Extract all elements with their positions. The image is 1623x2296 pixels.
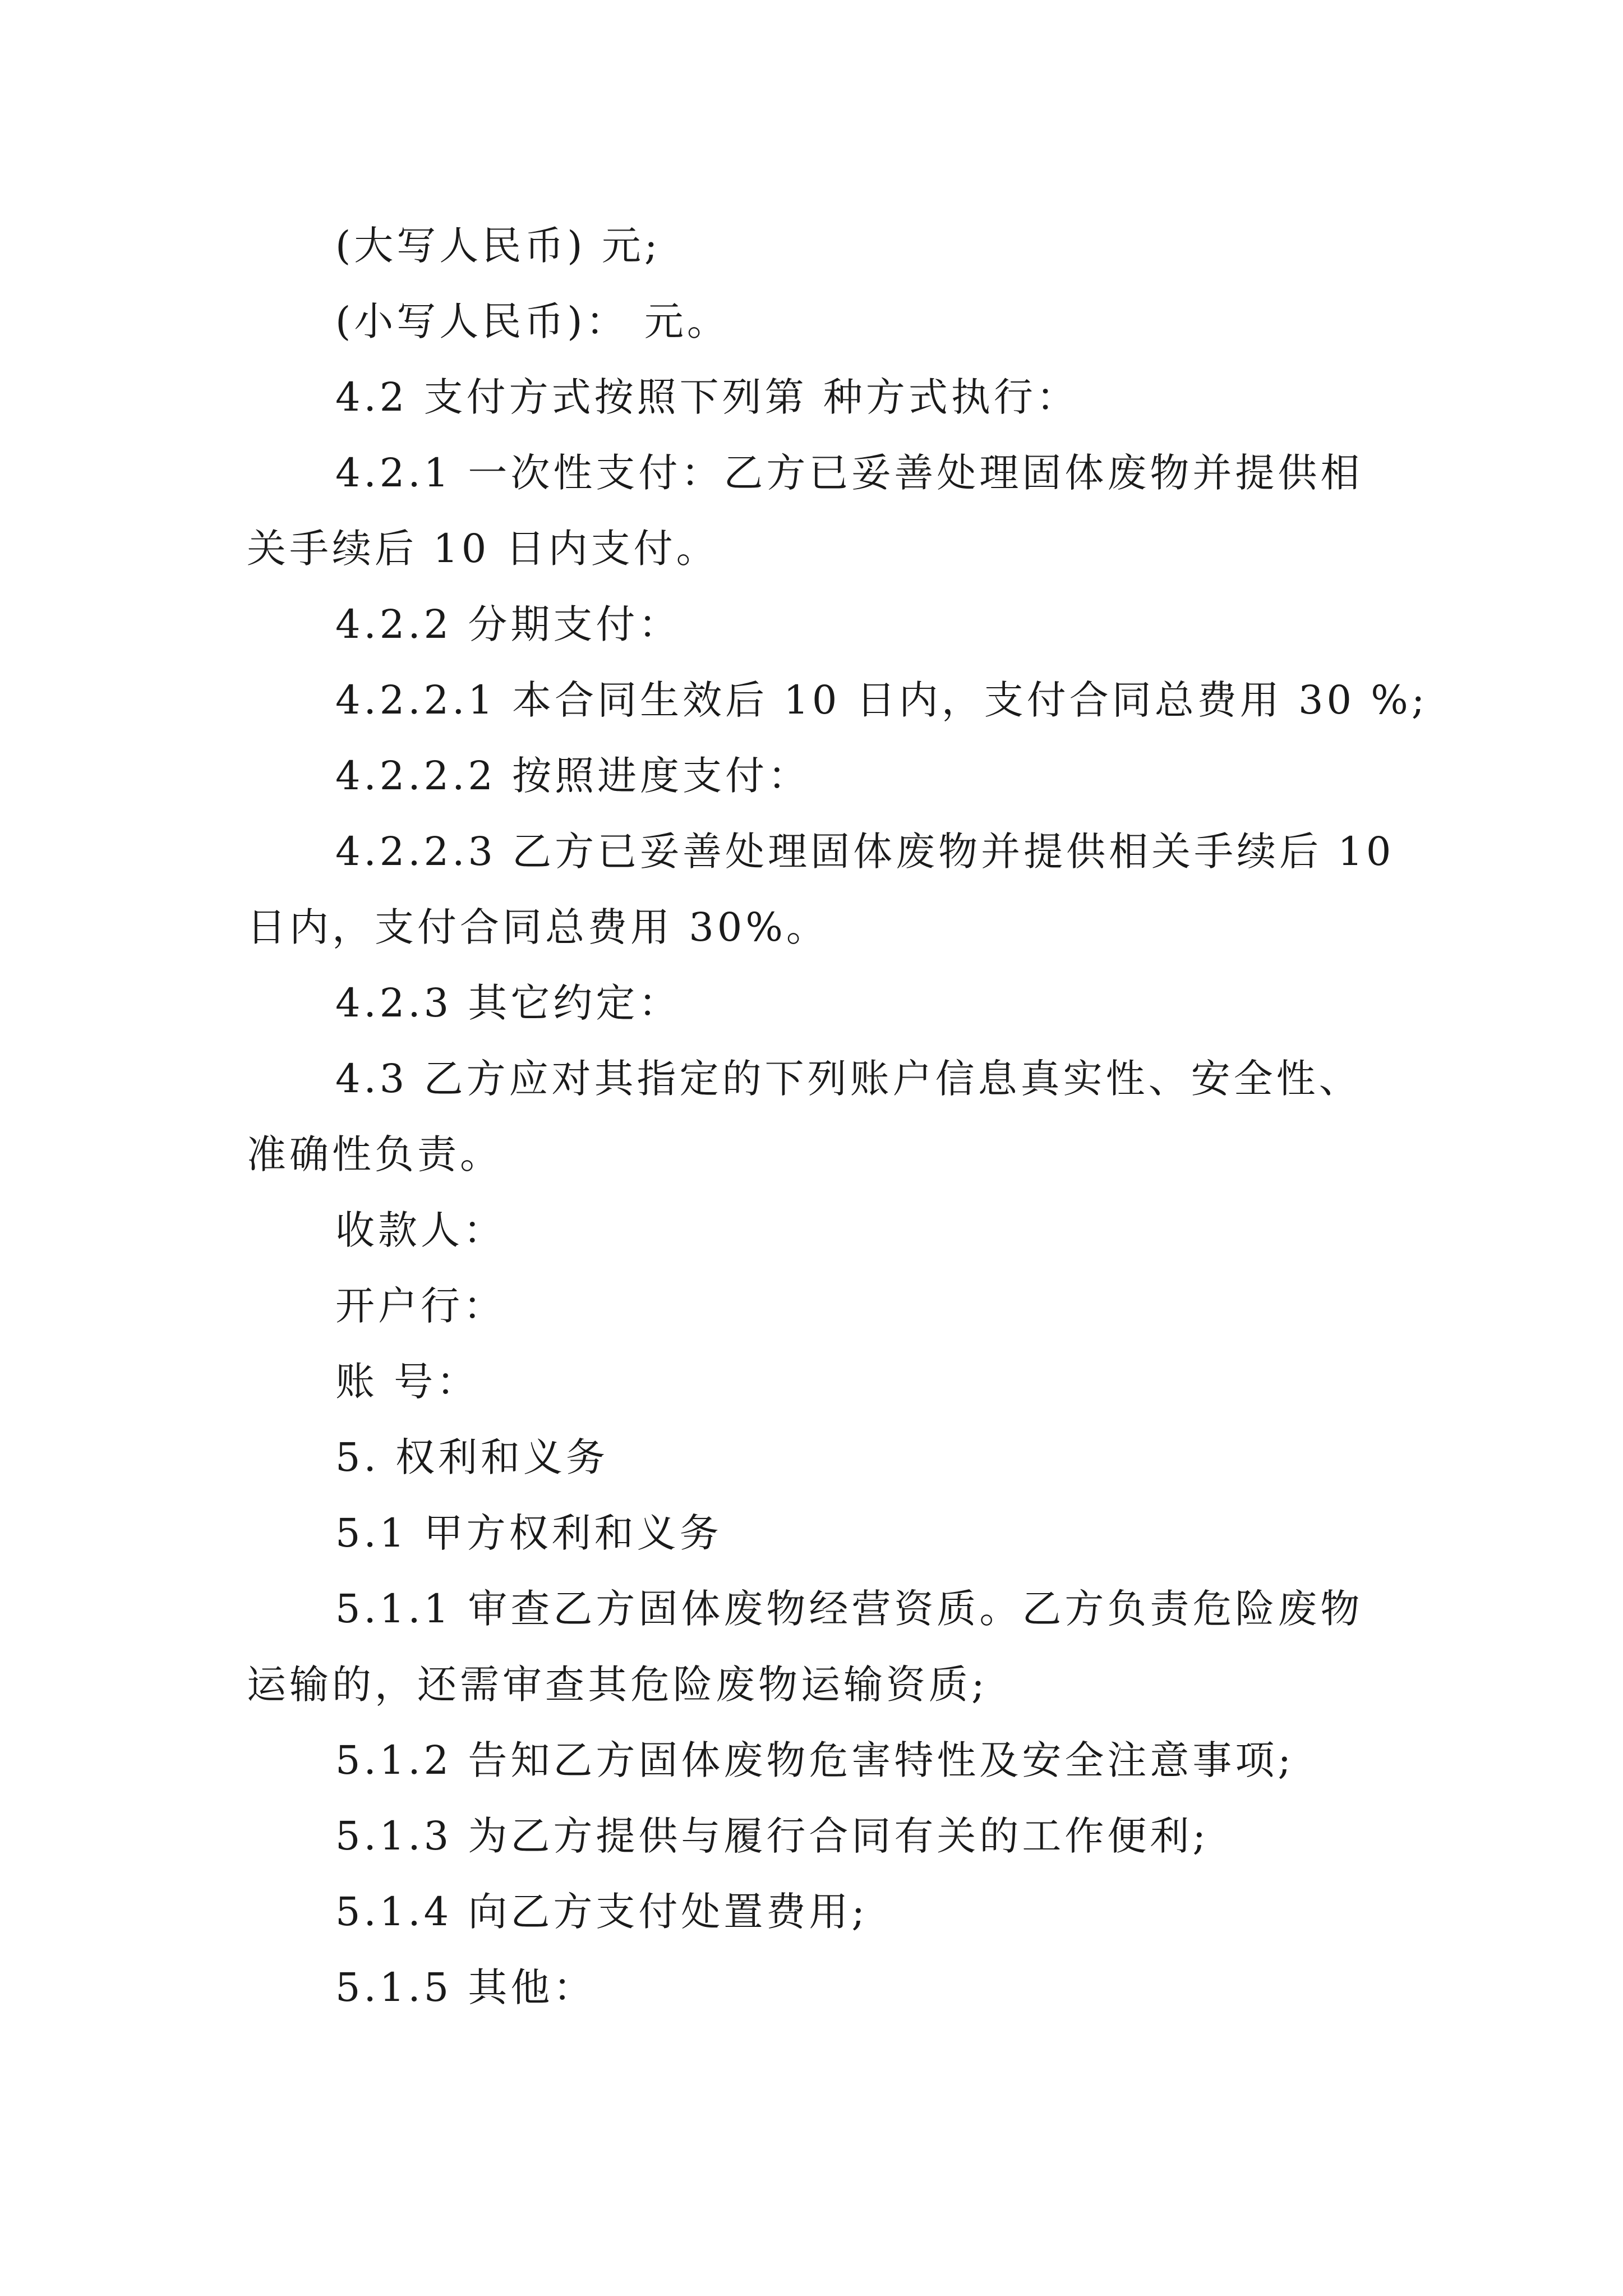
line-4-2-2-2: 4.2.2.2 按照进度支付：	[335, 753, 811, 799]
line-5-1-3: 5.1.3 为乙方提供与履行合同有关的工作便利;	[335, 1813, 1209, 1859]
line-amount-lowercase: (小写人民币)： 元。	[335, 298, 730, 344]
line-4-2-1-continued: 关手续后 10 日内支付。	[247, 526, 719, 572]
line-4-2-2-3: 4.2.2.3 乙方已妥善处理固体废物并提供相关手续后 10	[335, 829, 1395, 875]
line-5-1-5: 5.1.5 其他：	[335, 1964, 596, 2010]
line-4-3-account-info: 4.3 乙方应对其指定的下列账户信息真实性、安全性、	[335, 1056, 1362, 1102]
line-5-1-4: 5.1.4 向乙方支付处置费用;	[335, 1889, 868, 1935]
line-5-1-2: 5.1.2 告知乙方固体废物危害特性及安全注意事项;	[335, 1737, 1294, 1783]
line-5-1-party-a: 5.1 甲方权利和义务	[335, 1510, 722, 1556]
line-4-2-2-1: 4.2.2.1 本合同生效后 10 日内，支付合同总费用 30 %;	[335, 677, 1428, 723]
line-4-2-payment-method: 4.2 支付方式按照下列第 种方式执行：	[335, 374, 1079, 420]
line-5-1-1-continued: 运输的，还需审查其危险废物运输资质;	[247, 1662, 988, 1708]
line-4-2-1-lump-sum: 4.2.1 一次性支付：乙方已妥善处理固体废物并提供相	[335, 450, 1363, 496]
line-payee: 收款人：	[335, 1207, 506, 1253]
line-4-2-2-installment: 4.2.2 分期支付：	[335, 601, 681, 647]
line-bank: 开户行：	[335, 1283, 506, 1329]
line-4-3-continued: 准确性负责。	[247, 1131, 502, 1177]
line-4-2-3-other: 4.2.3 其它约定：	[335, 980, 681, 1026]
line-5-rights-obligations: 5. 权利和义务	[335, 1434, 609, 1480]
line-amount-uppercase: (大写人民币) 元;	[335, 223, 661, 269]
line-4-2-2-3-continued: 日内，支付合同总费用 30%。	[247, 904, 829, 950]
line-5-1-1: 5.1.1 审查乙方固体废物经营资质。乙方负责危险废物	[335, 1586, 1363, 1632]
line-account-number: 账 号：	[335, 1359, 479, 1405]
